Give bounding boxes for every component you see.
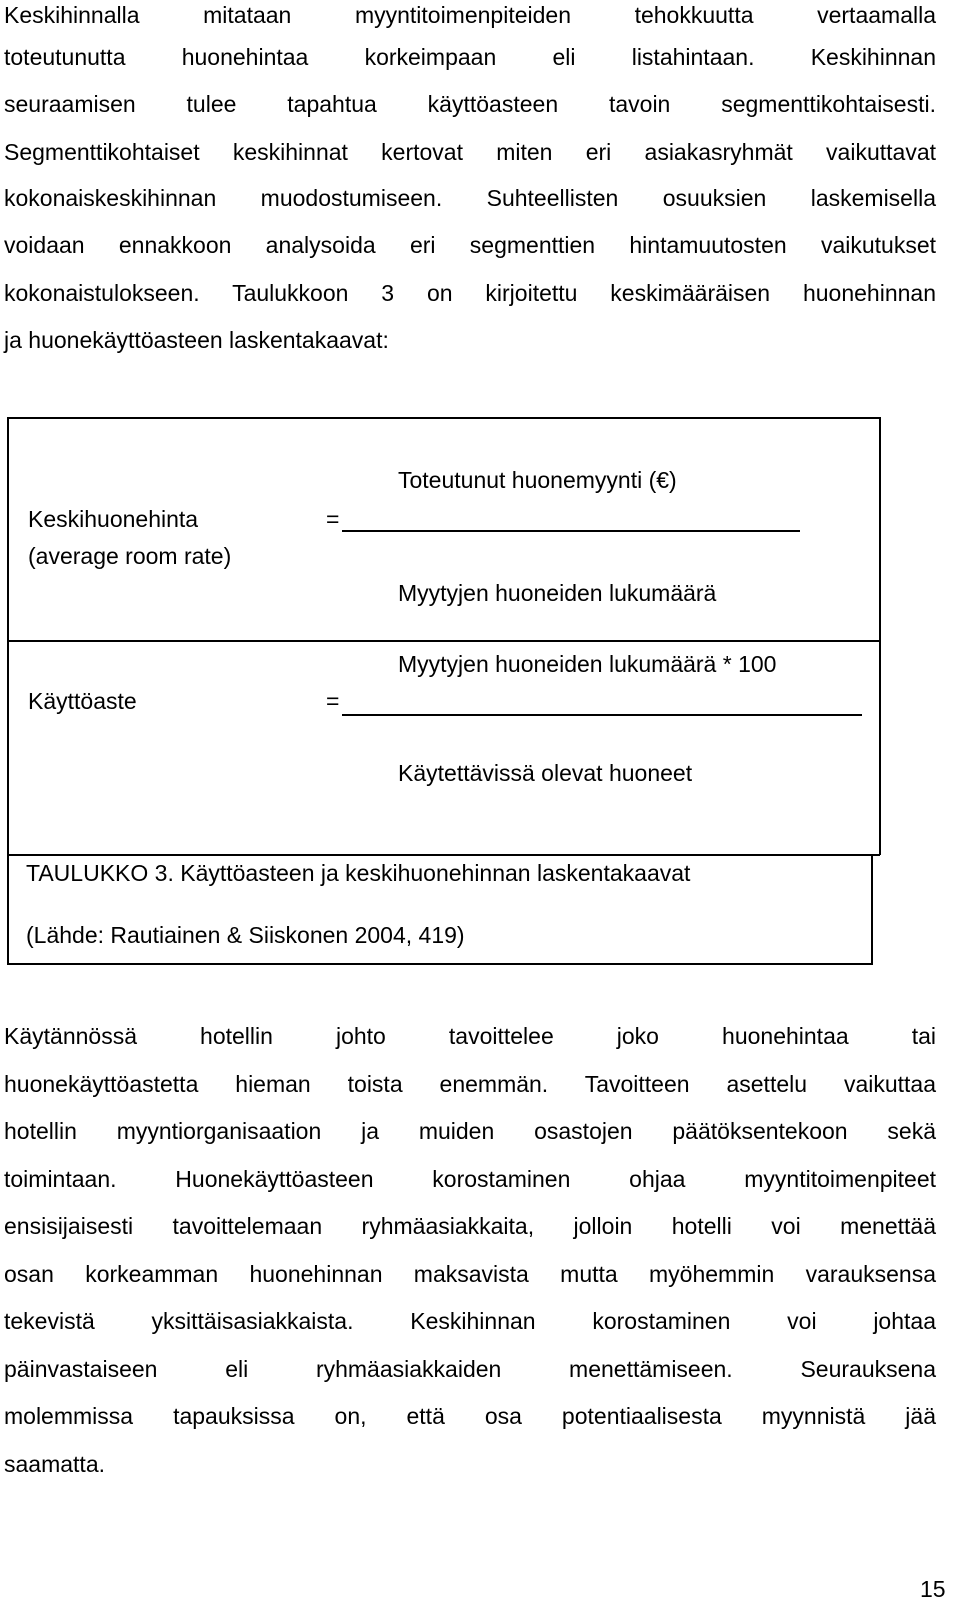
text-line: Käytännössä hotellin johto tavoittelee joko huonehintaa tai bbox=[4, 1023, 936, 1049]
formula2-label: Käyttöaste bbox=[28, 688, 137, 714]
text-line: kokonaistulokseen. Taulukkoon 3 on kirjoitettu keskimääräisen huonehinnan bbox=[4, 280, 936, 306]
page-number: 15 bbox=[920, 1576, 946, 1602]
text-line: kokonaiskeskihinnan muodostumiseen. Suhteellisten osuuksien laskemisella bbox=[4, 185, 936, 211]
text-line: huonekäyttöastetta hieman toista enemmän. Tavoitteen asettelu vaikuttaa bbox=[4, 1071, 936, 1097]
formula2-denominator: Käytettävissä olevat huoneet bbox=[398, 760, 693, 786]
text-line: päinvastaiseen eli ryhmäasiakkaiden menettämiseen. Seurauksena bbox=[4, 1356, 936, 1382]
formula1-numerator: Toteutunut huonemyynti (€) bbox=[398, 467, 677, 493]
text-line: ensisijaisesti tavoittelemaan ryhmäasiakkaita, jolloin hotelli voi menettää bbox=[4, 1213, 936, 1239]
text-line: saamatta. bbox=[4, 1451, 105, 1477]
table-source: (Lähde: Rautiainen & Siiskonen 2004, 419) bbox=[26, 922, 465, 948]
formula1-label: Keskihuonehinta bbox=[28, 506, 199, 532]
text-line: molemmissa tapauksissa on, että osa potentiaalisesta myynnistä jää bbox=[4, 1403, 936, 1429]
text-line: osan korkeamman huonehinnan maksavista mutta myöhemmin varauksensa bbox=[4, 1261, 936, 1287]
formula1-denominator: Myytyjen huoneiden lukumäärä bbox=[398, 580, 717, 606]
text-line: Keskihinnalla mitataan myyntitoimenpiteiden tehokkuutta vertaamalla bbox=[4, 2, 936, 28]
formula1-equals: = bbox=[326, 506, 340, 532]
text-line: ja huonekäyttöasteen laskentakaavat: bbox=[4, 327, 389, 353]
text-line: tekevistä yksittäisasiakkaista. Keskihinnan korostaminen voi johtaa bbox=[4, 1308, 936, 1334]
formula2-numerator: Myytyjen huoneiden lukumäärä * 100 bbox=[398, 651, 777, 677]
text-line: Segmenttikohtaiset keskihinnat kertovat miten eri asiakasryhmät vaikuttavat bbox=[4, 139, 936, 165]
text-line: voidaan ennakkoon analysoida eri segmenttien hintamuutosten vaikutukset bbox=[4, 232, 936, 258]
text-line: hotellin myyntiorganisaation ja muiden osastojen päätöksentekoon sekä bbox=[4, 1118, 936, 1144]
text-line: toimintaan. Huonekäyttöasteen korostaminen ohjaa myyntitoimenpiteet bbox=[4, 1166, 936, 1192]
text-line: seuraamisen tulee tapahtua käyttöasteen tavoin segmenttikohtaisesti. bbox=[4, 91, 936, 117]
formula1-label-english: (average room rate) bbox=[28, 543, 232, 569]
table-caption: TAULUKKO 3. Käyttöasteen ja keskihuonehinnan laskentakaavat bbox=[26, 860, 691, 886]
formula2-equals: = bbox=[326, 688, 340, 714]
text-line: toteutunutta huonehintaa korkeimpaan eli listahintaan. Keskihinnan bbox=[4, 44, 936, 70]
